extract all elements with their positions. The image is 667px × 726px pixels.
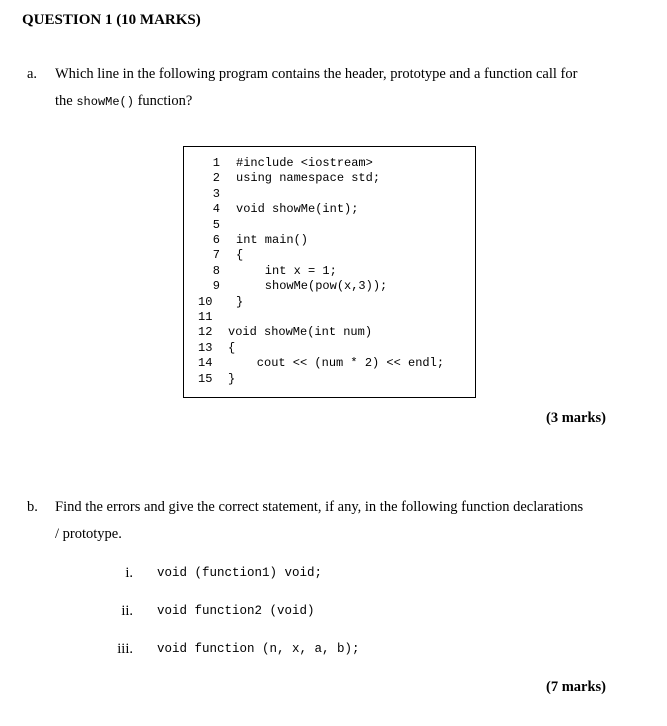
code-line-number: 11 xyxy=(198,310,213,324)
part-b-question xyxy=(55,494,645,548)
code-line-text: void showMe(int); xyxy=(236,202,359,217)
question-title: QUESTION 1 (10 MARKS) xyxy=(22,12,201,28)
code-line-text: cout << (num * 2) << endl; xyxy=(228,356,445,371)
code-line-number: 6 xyxy=(212,233,220,247)
part-a-line1: Which line in the following program contains the header, prototype and a function call for xyxy=(55,66,578,82)
code-line-number: 13 xyxy=(198,340,213,355)
code-line-number: 12 xyxy=(198,325,213,340)
item-iii-code: void function (n, x, a, b); xyxy=(157,642,360,656)
code-line-number: 3 xyxy=(212,186,220,201)
code-line-text: int main() xyxy=(236,233,309,247)
part-a-line2-after: function? xyxy=(133,93,193,109)
code-line-text: void showMe(int num) xyxy=(228,325,373,340)
code-line-number: 14 xyxy=(198,356,213,371)
item-ii-numeral: ii. xyxy=(121,603,133,619)
code-line-text: { xyxy=(236,248,244,263)
part-a-marks: (3 marks) xyxy=(546,410,607,426)
part-b-label: b. xyxy=(27,499,38,515)
code-line-number: 15 xyxy=(198,371,213,386)
part-a-line2 xyxy=(55,88,645,116)
part-a-question xyxy=(55,61,645,116)
code-line-text: using namespace std; xyxy=(236,171,381,186)
code-line-number: 9 xyxy=(212,279,220,294)
part-b-line1: Find the errors and give the correct statement, if any, in the following function declarations xyxy=(55,499,584,515)
code-line-text: { xyxy=(228,340,236,355)
code-listing-box xyxy=(183,146,476,398)
showme-inline-code: showMe() xyxy=(76,95,134,109)
code-line-text: #include <iostream> xyxy=(236,156,373,170)
code-line-text: } xyxy=(236,294,244,309)
code-line-number: 4 xyxy=(212,202,220,217)
item-i-code: void (function1) void; xyxy=(157,566,323,580)
code-line-text: showMe(pow(x,3)); xyxy=(236,279,388,294)
code-line-number: 2 xyxy=(212,171,220,186)
code-line-number: 5 xyxy=(212,217,220,232)
code-line-text: } xyxy=(228,371,236,386)
code-line-number: 1 xyxy=(212,156,220,170)
item-ii-code: void function2 (void) xyxy=(157,604,315,618)
code-line-number: 8 xyxy=(212,263,220,278)
part-a-line2-before: the xyxy=(55,93,77,109)
part-b-line2: / prototype. xyxy=(55,526,122,542)
code-line-number: 10 xyxy=(198,294,213,309)
part-a-label: a. xyxy=(27,66,38,82)
code-line-text: int x = 1; xyxy=(236,263,337,278)
code-line-number: 7 xyxy=(212,248,220,263)
item-i-numeral: i. xyxy=(125,565,133,581)
part-b-marks: (7 marks) xyxy=(546,679,607,695)
item-iii-numeral: iii. xyxy=(117,641,133,657)
